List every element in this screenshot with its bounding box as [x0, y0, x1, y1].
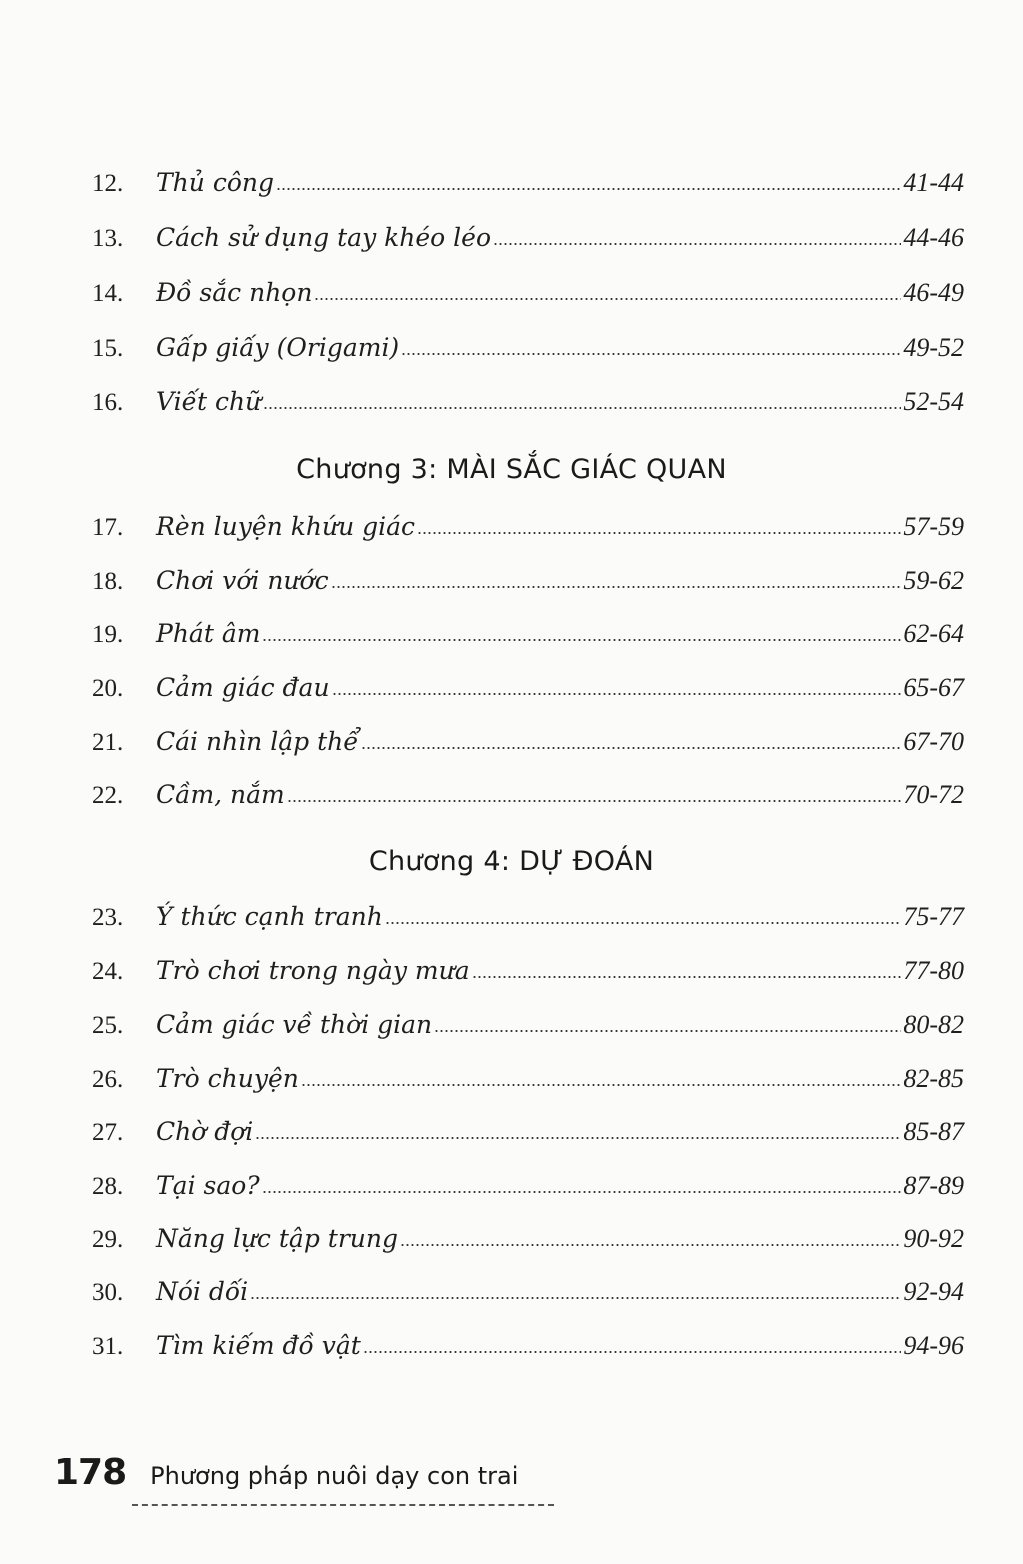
entry-pages: 90-92 — [903, 1224, 964, 1253]
entry-number: 16. — [92, 389, 124, 416]
entry-pages: 82-85 — [903, 1064, 964, 1093]
entry-title: Ý thức cạnh tranh — [156, 902, 383, 931]
entry-title: Đồ sắc nhọn — [156, 278, 313, 307]
entry-title: Năng lực tập trung — [156, 1224, 398, 1253]
leader-dots — [255, 1135, 901, 1141]
entry-pages: 57-59 — [903, 512, 964, 541]
entry-title: Tại sao? — [156, 1171, 260, 1200]
leader-dots — [332, 691, 902, 697]
toc-entry[interactable] — [92, 218, 964, 258]
toc-entry[interactable] — [92, 507, 964, 547]
entry-pages: 80-82 — [903, 1010, 964, 1039]
running-title: Phương pháp nuôi dạy con trai — [150, 1462, 519, 1490]
entry-pages: 87-89 — [903, 1171, 964, 1200]
entry-number: 13. — [92, 225, 124, 252]
toc-entry[interactable] — [92, 951, 964, 991]
entry-number: 12. — [92, 170, 124, 197]
toc-entry[interactable] — [92, 775, 964, 815]
entry-number: 20. — [92, 675, 124, 702]
toc-entry[interactable] — [92, 1219, 964, 1259]
toc-entry[interactable] — [92, 668, 964, 708]
leader-dots — [361, 745, 902, 751]
toc-entry[interactable] — [92, 561, 964, 601]
entry-title: Gấp giấy (Origami) — [156, 333, 400, 362]
leader-dots — [417, 530, 901, 536]
entry-number: 17. — [92, 514, 124, 541]
leader-dots — [331, 584, 902, 590]
page-footer — [54, 1452, 518, 1493]
chapter-heading: Chương 3: MÀI SẮC GIÁC QUAN — [296, 454, 727, 485]
entry-number: 24. — [92, 958, 124, 985]
entry-title: Thủ công — [156, 168, 274, 197]
leader-dots — [263, 405, 901, 411]
leader-dots — [250, 1295, 901, 1301]
entry-pages: 41-44 — [903, 168, 964, 197]
leader-dots — [314, 296, 901, 302]
entry-number: 18. — [92, 568, 124, 595]
page-number: 178 — [54, 1452, 127, 1493]
leader-dots — [262, 1189, 902, 1195]
entry-number: 23. — [92, 904, 124, 931]
entry-title: Trò chơi trong ngày mưa — [156, 956, 470, 985]
entry-pages: 94-96 — [903, 1331, 964, 1360]
entry-pages: 67-70 — [903, 727, 964, 756]
toc-entry[interactable] — [92, 1272, 964, 1312]
toc-entry[interactable] — [92, 382, 964, 422]
chapter-heading: Chương 4: DỰ ĐOÁN — [368, 846, 655, 877]
entry-number: 26. — [92, 1066, 124, 1093]
toc-entry[interactable] — [92, 1166, 964, 1206]
entry-pages: 70-72 — [903, 780, 964, 809]
entry-number: 14. — [92, 280, 124, 307]
leader-dots — [301, 1082, 901, 1088]
entry-title: Trò chuyện — [156, 1064, 299, 1093]
entry-pages: 44-46 — [903, 223, 964, 252]
entry-title: Viết chữ — [156, 387, 262, 416]
entry-pages: 59-62 — [903, 566, 964, 595]
entry-number: 30. — [92, 1279, 124, 1306]
toc-entry[interactable] — [92, 722, 964, 762]
entry-pages: 75-77 — [903, 902, 964, 931]
entry-pages: 49-52 — [903, 333, 964, 362]
entry-title: Phát âm — [156, 619, 261, 648]
leader-dots — [493, 241, 901, 247]
toc-entry[interactable] — [92, 897, 964, 937]
footer-dashed-rule — [132, 1504, 554, 1506]
entry-pages: 92-94 — [903, 1277, 964, 1306]
entry-title: Cảm giác đau — [156, 673, 330, 702]
entry-pages: 65-67 — [903, 673, 964, 702]
leader-dots — [262, 637, 901, 643]
toc-entry[interactable] — [92, 328, 964, 368]
entry-pages: 85-87 — [903, 1117, 964, 1146]
entry-number: 27. — [92, 1119, 124, 1146]
entry-title: Tìm kiếm đồ vật — [156, 1331, 361, 1360]
leader-dots — [401, 351, 901, 357]
entry-number: 31. — [92, 1333, 124, 1360]
entry-number: 29. — [92, 1226, 124, 1253]
entry-title: Rèn luyện khứu giác — [156, 512, 416, 541]
entry-title: Cảm giác về thời gian — [156, 1010, 433, 1039]
entry-pages: 77-80 — [903, 956, 964, 985]
leader-dots — [276, 186, 901, 192]
entry-pages: 46-49 — [903, 278, 964, 307]
leader-dots — [400, 1242, 901, 1248]
entry-number: 25. — [92, 1012, 124, 1039]
entry-number: 15. — [92, 335, 124, 362]
toc-entry[interactable] — [92, 1059, 964, 1099]
entry-pages: 52-54 — [903, 387, 964, 416]
entry-number: 19. — [92, 621, 124, 648]
entry-title: Chờ đợi — [156, 1117, 254, 1146]
toc-entry[interactable] — [92, 1326, 964, 1366]
leader-dots — [363, 1349, 902, 1355]
leader-dots — [287, 798, 902, 804]
entry-title: Nói dối — [156, 1277, 249, 1306]
entry-title: Cách sử dụng tay khéo léo — [156, 223, 492, 252]
entry-pages: 62-64 — [903, 619, 964, 648]
leader-dots — [385, 920, 902, 926]
toc-entry[interactable] — [92, 614, 964, 654]
entry-number: 28. — [92, 1173, 124, 1200]
toc-entry[interactable] — [92, 1005, 964, 1045]
toc-entry[interactable] — [92, 1112, 964, 1152]
entry-number: 21. — [92, 729, 124, 756]
leader-dots — [434, 1028, 901, 1034]
toc-entry[interactable] — [92, 273, 964, 313]
toc-entry[interactable] — [92, 163, 964, 203]
entry-title: Chơi với nước — [156, 566, 329, 595]
entry-title: Cái nhìn lập thể — [156, 727, 359, 756]
entry-number: 22. — [92, 782, 124, 809]
entry-title: Cầm, nắm — [156, 780, 285, 809]
leader-dots — [472, 974, 902, 980]
